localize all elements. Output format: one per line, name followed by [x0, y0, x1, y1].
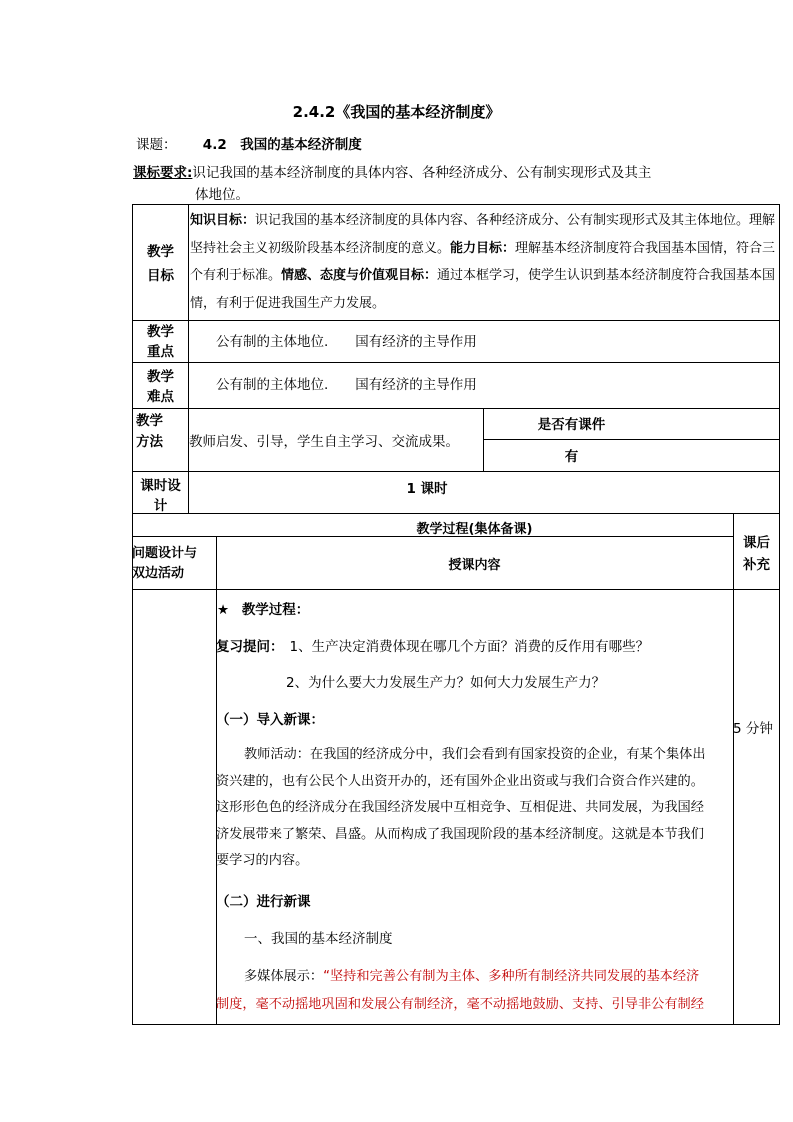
courseware-value: 有: [564, 449, 579, 465]
knowledge-label: 知识目标：: [190, 213, 256, 228]
media-label: 多媒体展示：: [244, 969, 324, 984]
review-label: 复习提问：: [216, 639, 284, 655]
subject-value: 4.2 我国的基本经济制度: [202, 137, 362, 153]
hours-label-line1: 课时设: [140, 478, 181, 494]
method-label-line1: 教学: [136, 413, 163, 429]
process-header: 教学过程(集体备课): [416, 522, 533, 537]
intro-line: 资兴建的，也有公民个人出资开办的，还有国外企业出资或与我们合资合作兴建的。: [216, 773, 704, 789]
goals-label-line2: 目标: [147, 268, 174, 284]
knowledge-text: 识记我国的基本经济制度的具体内容、各种经济成分、公有制实现形式及其主体地位。理解坚持社会主义初级阶段基本经济制度的意义。: [190, 213, 776, 256]
new-lesson-heading: （二）进行新课: [216, 894, 311, 910]
intro-heading: （一）导入新课：: [216, 712, 324, 728]
goals-label-line1: 教学: [147, 244, 174, 260]
process-heading-text: 教学过程：: [241, 602, 310, 618]
intro-line: 教师活动：在我国的经济成分中，我们会看到有国家投资的企业，有某个集体出: [244, 747, 706, 762]
focus-label-line1: 教学: [147, 324, 174, 340]
section-heading: 一、我国的基本经济制度: [244, 931, 393, 947]
difficulty-label-line2: 难点: [147, 389, 174, 405]
process-col3-line1: 课后: [743, 535, 770, 551]
method-text: 教师启发、引导，学生自主学习、交流成果。: [189, 434, 459, 450]
process-col1-header: [132, 544, 197, 584]
lesson-subject: [136, 133, 362, 153]
focus-label: [133, 322, 188, 362]
requirement-line1: 识记我国的基本经济制度的具体内容、各种经济成分、公有制实现形式及其主: [192, 165, 652, 181]
review-question-2: 2、为什么要大力发展生产力？如何大力发展生产力？: [286, 675, 606, 691]
method-label-line2: 方法: [136, 434, 163, 450]
review-q1-text: 1、生产决定消费体现在哪几个方面？消费的反作用有哪些？: [289, 639, 650, 655]
focus-text: 公有制的主体地位. 国有经济的主导作用: [216, 334, 477, 350]
intro-line: 济发展带来了繁荣、昌盛。从而构成了我国现阶段的基本经济制度。这就是本节我们: [216, 826, 704, 842]
ability-text: 理解基本经济制度符合我国基本国情，符合三个有利于标准。: [190, 240, 776, 283]
intro-line: 这形形色色的经济成分在我国经济发展中互相竞争、互相促进、共同发展，为我国经: [216, 800, 704, 815]
hours-value: 1 课时: [406, 481, 448, 497]
emotion-label: 情感、态度与价值观目标：: [281, 268, 438, 283]
intro-paragraph: [216, 742, 732, 875]
process-col2-header: 授课内容: [448, 558, 501, 573]
hours-label-line2: 计: [153, 498, 168, 514]
curriculum-requirement: [133, 162, 693, 206]
subject-label: 课题：: [136, 137, 177, 153]
ability-label: 能力目标：: [450, 240, 516, 256]
process-col3-line2: 补充: [743, 557, 770, 573]
star-icon: ★: [217, 602, 230, 618]
goals-label: [133, 240, 188, 288]
emotion-text: 通过本框学习，使学生认识到基本经济制度符合我国基本国情，有利于促进我国生产力发展。: [190, 268, 776, 311]
courseware-label: 是否有课件: [537, 417, 606, 433]
difficulty-label-line1: 教学: [147, 369, 174, 385]
document-title: 2.4.2《我国的基本经济制度》: [292, 103, 501, 121]
process-heading: [217, 598, 309, 618]
method-label: [136, 411, 163, 453]
hours-label: [133, 476, 188, 516]
review-question-1: [216, 635, 649, 655]
media-quote-line2: 制度，毫不动摇地巩固和发展公有制经济，毫不动摇地鼓励、支持、引导非公有制经: [216, 997, 704, 1012]
media-display: [216, 963, 732, 1019]
media-quote-line1: “坚持和完善公有制为主体、多种所有制经济共同发展的基本经济: [323, 969, 700, 984]
requirement-line2: 体地位。: [195, 187, 249, 203]
process-col1-line2: 双边活动: [132, 566, 185, 581]
process-col1-line1: 问题设计与: [132, 546, 198, 561]
difficulty-label: [133, 367, 188, 407]
process-col3-header: [734, 532, 779, 576]
difficulty-text: 公有制的主体地位. 国有经济的主导作用: [216, 377, 477, 393]
requirement-label: 课标要求:: [133, 165, 193, 181]
time-note: 5 分钟: [733, 721, 773, 737]
focus-label-line2: 重点: [147, 344, 174, 360]
intro-line: 要学习的内容。: [216, 853, 309, 868]
goals-content: [190, 207, 780, 317]
